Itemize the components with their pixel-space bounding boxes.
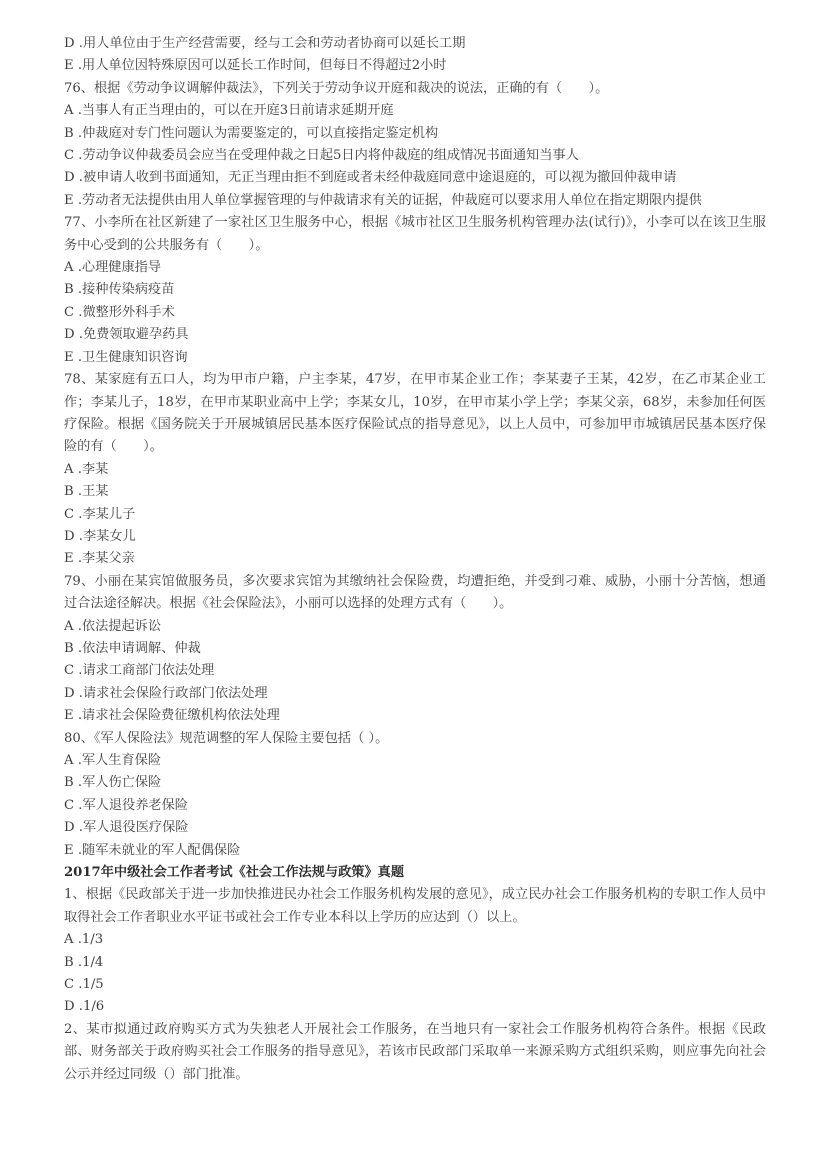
- option-79-C: C .请求工商部门依法处理: [64, 663, 215, 679]
- option-1-A: A .1/3: [64, 932, 104, 948]
- option-78-B: B .王某: [64, 484, 109, 500]
- document-body: [64, 33, 766, 1086]
- question-1-stem: 1、根据《民政部关于进一步加快推进民办社会工作服务机构发展的意见》，成立民办社会工作服务机构的专职工作人员中取得社会工作者职业水平证书或社会工作专业本科以上学历的应达到（）以上。: [64, 887, 766, 925]
- option-80-C: C .军人退役养老保险: [64, 797, 188, 813]
- option-77-D: D .免费领取避孕药具: [64, 327, 189, 343]
- question-80-stem: 80、《军人保险法》规范调整的军人保险主要包括（ ）。: [64, 730, 389, 746]
- question-2-stem: 2、某市拟通过政府购买方式为失独老人开展社会工作服务，在当地只有一家社会工作服务机构符合条件。根据《民政部、财务部关于政府购买社会工作服务的指导意见》，若该市民政部门采取单一来源采购方式组织采购，则应事先向社会公示并经过同级（）部门批准。: [64, 1021, 766, 1082]
- option-1-D: D .1/6: [64, 999, 105, 1015]
- option-75-E: E .用人单位因特殊原因可以延长工作时间，但每日不得超过2小时: [64, 58, 447, 74]
- option-76-E: E .劳动者无法提供由用人单位掌握管理的与仲裁请求有关的证据，仲裁庭可以要求用人单位在指定期限内提供: [64, 192, 702, 208]
- option-76-D: D .被申请人收到书面通知，无正当理由拒不到庭或者未经仲裁庭同意中途退庭的，可以视为撤回仲裁申请: [64, 170, 677, 186]
- question-77-stem: 77、小李所在社区新建了一家社区卫生服务中心，根据《城市社区卫生服务机构管理办法(试行)》，小李可以在该卫生服务中心受到的公共服务有（ ）。: [64, 215, 766, 253]
- question-76-stem: 76、根据《劳动争议调解仲裁法》，下列关于劳动争议开庭和裁决的说法，正确的有（ ）。: [64, 80, 609, 96]
- option-78-E: E .李某父亲: [64, 551, 135, 567]
- option-78-D: D .李某女儿: [64, 528, 136, 544]
- option-80-A: A .军人生育保险: [64, 753, 162, 768]
- option-79-D: D .请求社会保险行政部门依法处理: [64, 685, 268, 701]
- section-heading-2017-exam: 2017年中级社会工作者考试《社会工作法规与政策》真题: [64, 865, 405, 881]
- option-77-A: A .心理健康指导: [64, 260, 162, 276]
- option-78-A: A .李某: [64, 461, 109, 477]
- option-79-A: A .依法提起诉讼: [64, 618, 162, 634]
- option-77-E: E .卫生健康知识咨询: [64, 349, 188, 365]
- option-79-B: B .依法申请调解、仲裁: [64, 640, 201, 656]
- option-80-B: B .军人伤亡保险: [64, 775, 162, 791]
- option-1-C: C .1/5: [64, 977, 104, 993]
- option-76-C: C .劳动争议仲裁委员会应当在受理仲裁之日起5日内将仲裁庭的组成情况书面通知当事人: [64, 148, 579, 164]
- option-79-E: E .请求社会保险费征缴机构依法处理: [64, 708, 280, 724]
- option-77-B: B .接种传染病疫苗: [64, 282, 175, 298]
- option-78-C: C .李某儿子: [64, 506, 136, 522]
- question-79-stem: 79、小丽在某宾馆做服务员，多次要求宾馆为其缴纳社会保险费，均遭拒绝，并受到刁难、威胁，小丽十分苦恼，想通过合法途径解决。根据《社会保险法》，小丽可以选择的处理方式有（ ）。: [64, 573, 766, 612]
- option-75-D: D .用人单位由于生产经营需要，经与工会和劳动者协商可以延长工期: [64, 36, 466, 51]
- question-78-stem: 78、某家庭有五口人，均为甲市户籍，户主李某，47岁，在甲市某企业工作；李某妻子王某，42岁，在乙市某企业工作；李某儿子，18岁，在甲市某职业高中上学；李某女儿，10岁，在甲市某小学上学；李某父亲，68岁，未参加任何医疗保险。根据《国务院关于开展城镇居民基本医疗保险试点的指导意见》，以上人员中，可参加甲市城镇居民基本医疗保险的有（ ）。: [64, 372, 766, 455]
- option-1-B: B .1/4: [64, 954, 104, 970]
- option-76-A: A .当事人有正当理由的，可以在开庭3日前请求延期开庭: [64, 103, 394, 119]
- option-76-B: B .仲裁庭对专门性问题认为需要鉴定的，可以直接指定鉴定机构: [64, 125, 439, 141]
- option-77-C: C .微整形外科手术: [64, 304, 175, 320]
- option-80-E: E .随军未就业的军人配偶保险: [64, 842, 241, 858]
- option-80-D: D .军人退役医疗保险: [64, 820, 189, 836]
